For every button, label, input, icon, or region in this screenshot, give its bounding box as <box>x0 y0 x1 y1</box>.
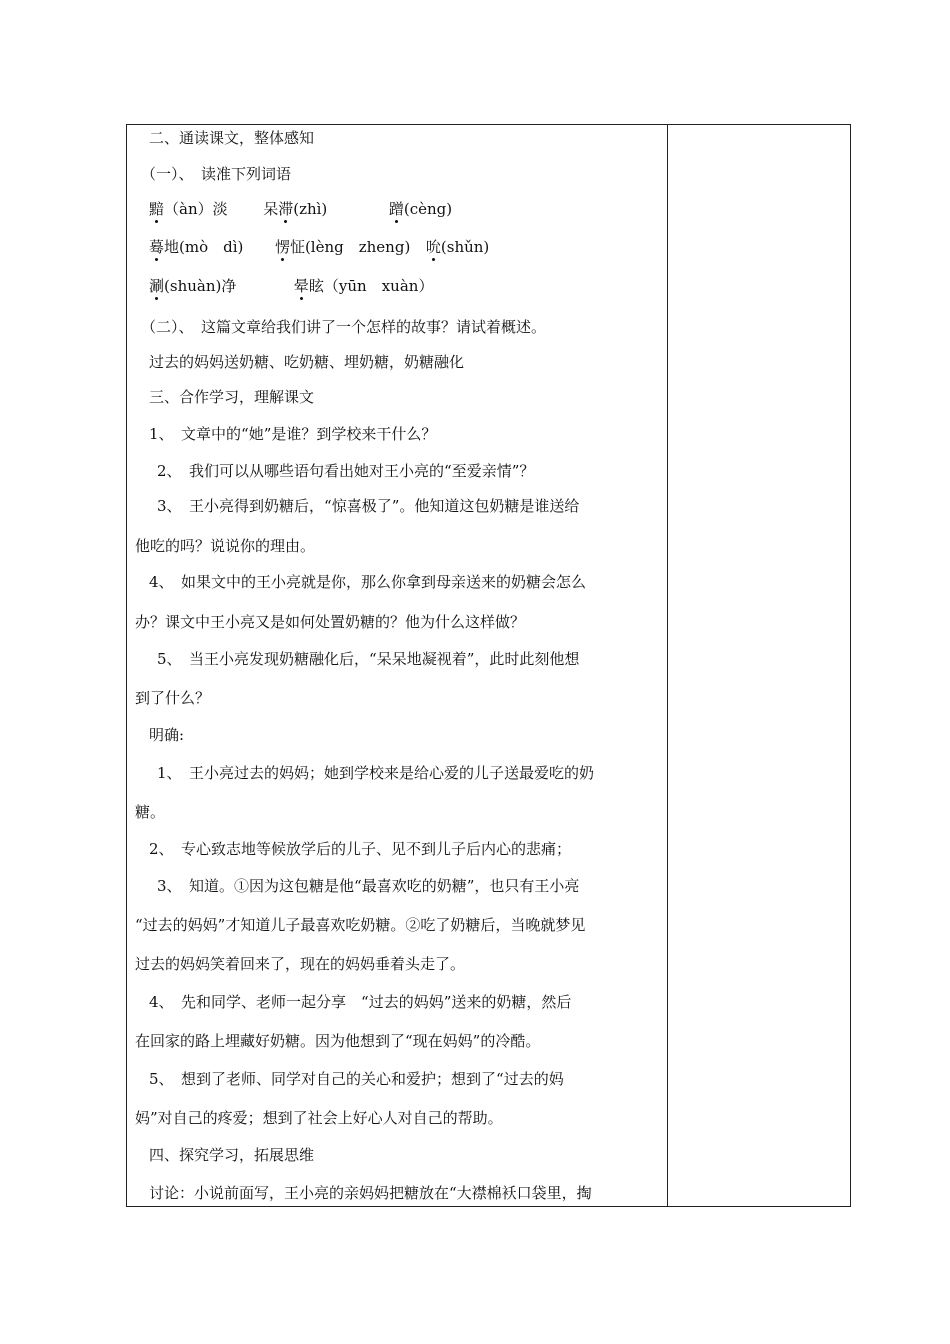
vocab-char: 滞 <box>278 200 294 218</box>
main-content-cell <box>127 125 667 1206</box>
vocab-row-2 <box>127 237 667 257</box>
answer-2: 2、 专心致志地等候放学后的儿子、见不到儿子后内心的悲痛； <box>149 840 572 858</box>
vocab-pinyin: (shuàn)净 <box>164 277 237 295</box>
question-3-line-1: 3、 王小亮得到奶糖后，“惊喜极了”。他知道这包奶糖是谁送给 <box>157 497 580 515</box>
vocab-pinyin: 眩（yūn xuàn） <box>308 277 434 295</box>
subheading-2: （二）、 这篇文章给我们讲了一个怎样的故事？请试着概述。 <box>141 318 547 336</box>
vocab-char: 蓦 <box>149 238 165 256</box>
vocab-pinyin: 怔(lèng zheng) <box>289 238 411 256</box>
vocab-char: 涮 <box>149 277 165 295</box>
vocab-pinyin: 地(mò dì) <box>164 238 244 256</box>
question-4-line-1: 4、 如果文中的王小亮就是你，那么你拿到母亲送来的奶糖会怎么 <box>149 573 587 591</box>
question-5-line-2: 到了什么？ <box>135 689 211 707</box>
answer-3-line-2: “过去的妈妈”才知道儿子最喜欢吃奶糖。②吃了奶糖后，当晚就梦见 <box>135 916 586 934</box>
question-1: 1、 文章中的“她”是谁？到学校来干什么？ <box>149 425 437 443</box>
vocab-pinyin: (zhì) <box>293 200 328 218</box>
answer-3-line-1: 3、 知道。①因为这包糖是他“最喜欢吃的奶糖”，也只有王小亮 <box>157 877 580 895</box>
answer-1-line-2: 糖。 <box>135 803 166 821</box>
section-heading-4: 四、探究学习，拓展思维 <box>149 1146 315 1164</box>
answer-4-line-1: 4、 先和同学、老师一起分享 “过去的妈妈”送来的奶糖，然后 <box>149 993 572 1011</box>
answer-5-line-1: 5、 想到了老师、同学对自己的关心和爱护；想到了“过去的妈 <box>149 1070 564 1088</box>
vocab-char: 蹭 <box>388 200 404 218</box>
answer-summary: 过去的妈妈送奶糖、吃奶糖、埋奶糖，奶糖融化 <box>149 353 465 371</box>
question-4-line-2: 办？课文中王小亮又是如何处置奶糖的？他为什么这样做？ <box>135 613 526 631</box>
vocab-char: 黯 <box>149 200 165 218</box>
discussion-line: 讨论：小说前面写，王小亮的亲妈妈把糖放在“大襟棉袄口袋里，掏 <box>149 1184 592 1202</box>
lesson-table <box>126 124 851 1207</box>
vocab-row-3 <box>127 276 667 296</box>
subheading-1: （一）、 读准下列词语 <box>141 165 292 183</box>
notes-cell <box>668 125 850 1206</box>
question-5-line-1: 5、 当王小亮发现奶糖融化后，“呆呆地凝视着”，此时此刻他想 <box>157 650 580 668</box>
vocab-pinyin: (cèng) <box>403 200 453 218</box>
vocab-char: 晕 <box>293 277 309 295</box>
section-heading-2: 二、通读课文，整体感知 <box>149 129 315 147</box>
section-heading-3: 三、合作学习，理解课文 <box>149 388 315 406</box>
answer-1-line-1: 1、 王小亮过去的妈妈；她到学校来是给心爱的儿子送最爱吃的奶 <box>157 764 595 782</box>
question-3-line-2: 他吃的吗？说说你的理由。 <box>135 537 316 555</box>
answer-5-line-2: 妈”对自己的疼爱；想到了社会上好心人对自己的帮助。 <box>135 1109 503 1127</box>
question-2: 2、 我们可以从哪些语句看出她对王小亮的“至爱亲情”？ <box>157 462 535 480</box>
vocab-pinyin: （àn）淡 <box>164 200 228 218</box>
vocab-char: 吮 <box>425 238 441 256</box>
clarify-heading: 明确: <box>149 726 185 744</box>
answer-3-line-3: 过去的妈妈笑着回来了，现在的妈妈垂着头走了。 <box>135 955 466 973</box>
vocab-pinyin: (shǔn) <box>440 238 490 256</box>
vocab-row-1 <box>127 199 667 219</box>
vocab-prefix: 呆 <box>263 200 279 218</box>
answer-4-line-2: 在回家的路上埋藏好奶糖。因为他想到了“现在妈妈”的冷酷。 <box>135 1032 541 1050</box>
vocab-char: 愣 <box>274 238 290 256</box>
